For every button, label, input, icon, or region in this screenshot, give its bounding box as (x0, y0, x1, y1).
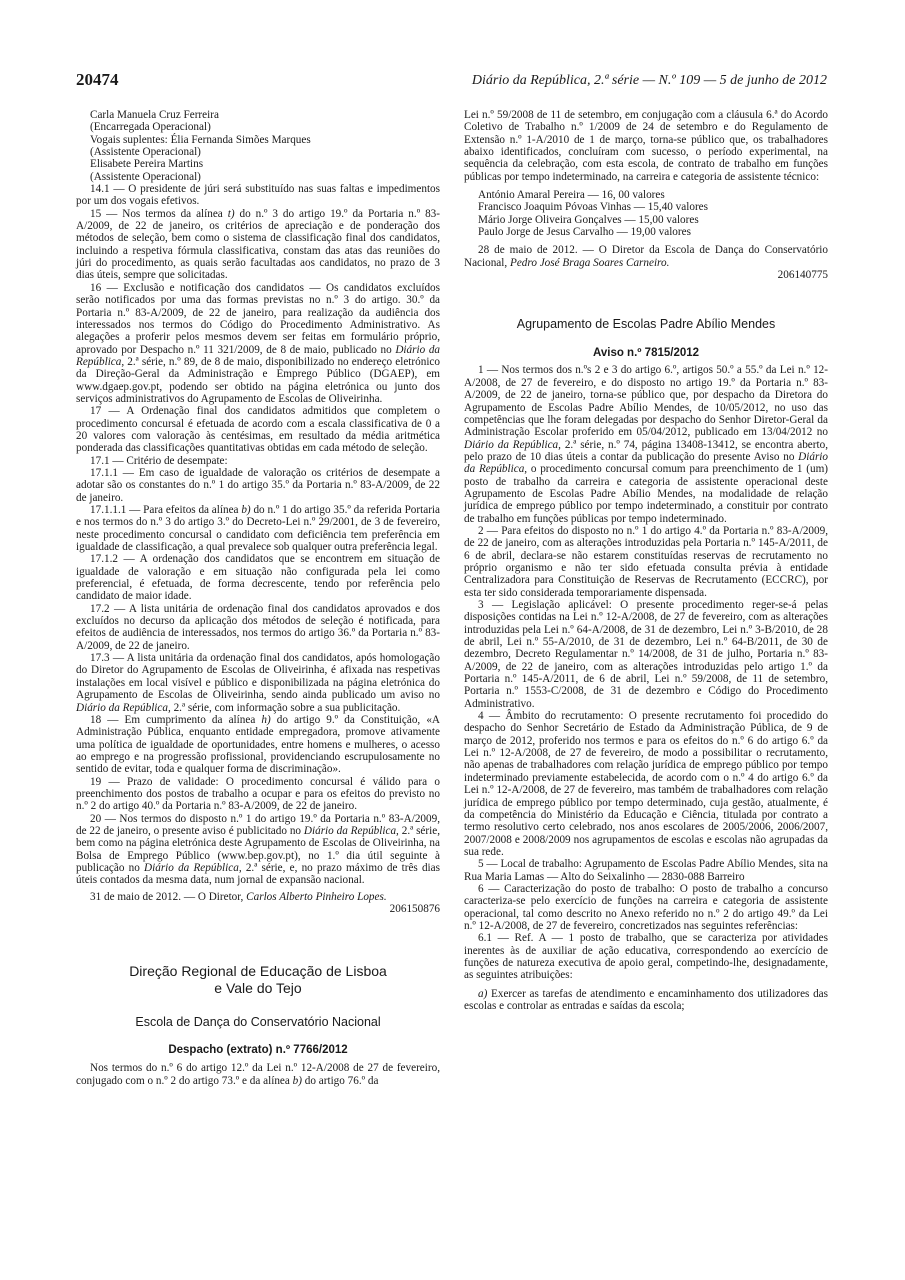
paragraph: 3 — Legislação aplicável: O presente procedimento reger-se-á pelas disposições contidas na Lei n.º 12-A/2008, de 27 de fevereiro, com as alterações introduzidas pela Lei n.º 64-A/2008, de 31 de dezembro, Lei n.º 3-B/2010, de 28 de abril, Lei n.º 55-A/2010, de 31 de dezembro, Lei n.º 64-B/2011, de 30 de dezembro, Decreto Regulamentar n.º 14/2008, de 31 de julho, Portaria n.º 83-A/2009, de 22 de janeiro, com as alterações introduzidas pelo artigo 1.º da Portaria n.º 145-A/2011, de 6 de abril, Lei n.º 59/2008, de 11 de setembro, Portaria n.º 1553-C/2008, de 31 de dezembro e Código do Procedimento Administrativo. (464, 599, 828, 710)
list-item: Mário Jorge Oliveira Gonçalves — 15,00 valores (478, 213, 699, 226)
document-title: Despacho (extrato) n.º 7766/2012 (168, 1044, 348, 1057)
paragraph: 20 — Nos termos do disposto n.º 1 do artigo 19.º da Portaria n.º 83-A/2009, de 22 de janeiro, o presente aviso é publicitado no Diário da República, 2.ª série, bem como na página eletrónica deste Agrupamento de Escolas de Oliveirinha, na Bolsa de Emprego Público (www.bep.gov.pt), no 1.º dia útil seguinte à publicação no Diário da República, 2.ª série, e, no prazo máximo de três dias úteis contados da mesma data, num jornal de expansão nacional. (76, 812, 440, 887)
subsection-heading: Escola de Dança do Conservatório Nacional (135, 1015, 381, 1030)
paragraph: 16 — Exclusão e notificação dos candidatos — Os candidatos excluídos serão notificados por uma das formas previstas no n.º 3 do artigo. 30.º da Portaria n.º 83-A/2009, de 22 de janeiro, para realização da audiência dos interessados nos termos do Código do Procedimento Administrativo. As alegações a proferir pelos mesmos devem ser feitas em formulário próprio, aprovado por Despacho n.º 11 321/2009, de 8 de maio, publicado no Diário da República, 2.ª série, n.º 89, de 8 de maio, disponibilizado no endereço eletrónico da Direção-Geral da Administração e Emprego Público (DGAEP), em www.dgaep.gov.pt, podendo ser obtido na página eletrónica ou junto dos serviços administrativos do Agrupamento de Escolas de Oliveirinha. (76, 281, 441, 405)
jury-role: (Assistente Operacional) (90, 146, 201, 159)
paragraph: 17 — A Ordenação final dos candidatos admitidos que completem o procedimento concursal é efetuada de acordo com a escala classificativa de 0 a 20 valores com valoração às centésimas, em resultado da média aritmética ponderada das classificações quantitativas obtidas em cada método de seleção. (76, 405, 440, 455)
left-column (76, 109, 440, 1087)
jury-member: Carla Manuela Cruz Ferreira (90, 109, 219, 121)
paragraph: 5 — Local de trabalho: Agrupamento de Escolas Padre Abílio Mendes, sita na Rua Maria Lamas — Alto do Seixalinho — 2830-088 Barreiro (464, 858, 828, 883)
jury-member: Vogais suplentes: Élia Fernanda Simões Marques (90, 133, 311, 146)
signature: 31 de maio de 2012. — O Diretor, Carlos Alberto Pinheiro Lopes. (90, 890, 387, 903)
right-column (464, 109, 828, 1012)
paragraph: Lei n.º 59/2008 de 11 de setembro, em conjugação com a cláusula 6.ª do Acordo Coletivo de Trabalho n.º 1/2009 de 24 de setembro e do Regulamento de Extensão n.º 1-A/2010 de 1 de março, torna-se público que, os trabalhadores abaixo identificados, concluíram com sucesso, o período experimental, na sequência da celebração, com esta escola, de contrato de trabalho em funções públicas por tempo indeterminado, na carreira e categoria de assistente técnico: (464, 109, 828, 183)
paragraph: 4 — Âmbito do recrutamento: O presente recrutamento foi procedido do despacho do Senhor Secretário de Estado da Administração Pública, de 9 de março de 2012, proferido nos termos e para os efeitos do n.º 6 do artigo 6.º da Lei n.º 12-A/2008, de 27 de fevereiro, de modo a possibilitar o recrutamento, não apenas de trabalhadores com relação jurídica de emprego público por tempo indeterminado previamente estabelecida, de acordo com o n.º 4 do artigo 6.º da Lei n.º 12-A/2008, de 27 de fevereiro, mas também de trabalhadores com relação jurídica de emprego público por tempo determinado, cuja gestão, atualmente, é da competência do Ministério da Educação e Ciência, titulada por contrato a termo resolutivo certo celebrado, nos anos escolares de 2005/2006, 2006/2007, 2007/2008 e 2008/2009 nos agrupamentos de escolas e escolas não agrupadas da sua rede. (464, 710, 828, 858)
reference-number: 206150876 (389, 903, 440, 915)
paragraph: Nos termos do n.º 6 do artigo 12.º da Lei n.º 12-A/2008 de 27 de fevereiro, conjugado com o n.º 2 do artigo 73.º e da alínea b) do artigo 76.º da (76, 1062, 440, 1087)
jury-member: Elisabete Pereira Martins (90, 158, 204, 171)
paragraph: 6 — Caracterização do posto de trabalho: O posto de trabalho a concurso caracteriza-se pelo exercício de funções na carreira e categoria de assistente operacional, tal como descrito no Anexo referido no n.º 2 do artigo 49.º da Lei n.º 12-A/2008, de 27 de fevereiro, concretizados nas seguintes referências: (464, 882, 828, 932)
list-item: Paulo Jorge de Jesus Carvalho — 19,00 valores (478, 226, 691, 239)
paragraph: 6.1 — Ref. A — 1 posto de trabalho, que se caracteriza por atividades inerentes às de auxiliar de ação educativa, correspondendo ao exercício de funções de natureza executiva de apoio geral, competindo-lhe, designadamente, as seguintes atribuições: (464, 932, 828, 982)
results-list (464, 189, 828, 238)
paragraph: 17.1.1 — Em caso de igualdade de valoração os critérios de desempate a adotar são os constantes do n.º 1 do artigo 35.º da Portaria n.º 83-A/2009, de 22 de janeiro. (76, 466, 440, 504)
page-number: 20474 (76, 70, 119, 89)
list-item: Francisco Joaquim Póvoas Vinhas — 15,40 valores (478, 201, 708, 214)
paragraph: 2 — Para efeitos do disposto no n.º 1 do artigo 4.º da Portaria n.º 83-A/2009, de 22 de janeiro, com as alterações introduzidas pela Portaria n.º 145-A/2011, de 6 de abril, declara-se não estarem constituídas reservas de recrutamento no próprio organismo e não ter sido efetuada consulta prévia à entidade Centralizadora para Constituição de Reservas de Recrutamento (ECCRC), por esta ter sido considerada temporariamente dispensada. (464, 524, 828, 599)
document-title: Aviso n.º 7815/2012 (592, 347, 700, 360)
list-item: a) Exercer as tarefas de atendimento e encaminhamento dos utilizadores das escolas e controlar as entradas e saídas da escola; (464, 987, 828, 1012)
section-heading: Direção Regional de Educação de Lisboa e Vale do Tejo (129, 963, 387, 997)
paragraph: 17.1.2 — A ordenação dos candidatos que se encontrem em situação de igualdade de valoração e em situação não configurada pela lei como preferencial, é efetuada, de forma decrescente, tendo por referência pelo candidato de maior idade. (76, 553, 440, 603)
section-heading: Agrupamento de Escolas Padre Abílio Mendes (516, 317, 776, 332)
list-item: António Amaral Pereira — 16, 00 valores (478, 189, 665, 202)
paragraph: 17.2 — A lista unitária de ordenação final dos candidatos aprovados e dos excluídos no decurso da aplicação dos métodos de seleção é notificada, para efeitos de audiência de interessados, nos termos do artigo 36.º da Portaria n.º 83-A/2009, de 22 de janeiro. (76, 602, 440, 652)
paragraph: 17.1.1.1 — Para efeitos da alínea b) do n.º 1 do artigo 35.º da referida Portaria e nos termos do n.º 3 do artigo 3.º do Decreto-Lei n.º 29/2001, de 3 de fevereiro, neste procedimento concursal o candidato com deficiência tem preferência em igualdade de classificação, a qual prevalece sob qualquer outra preferência legal. (76, 504, 440, 554)
publication-header: Diário da República, 2.ª série — N.º 109 — 5 de junho de 2012 (471, 73, 827, 88)
paragraph: 19 — Prazo de validade: O procedimento concursal é válido para o preenchimento dos postos de trabalho a ocupar e para os efeitos do previsto no n.º 2 do artigo 40.º da Portaria n.º 83-A/2009, de 22 de janeiro. (76, 775, 440, 813)
paragraph: 14.1 — O presidente de júri será substituído nas suas faltas e impedimentos por um dos vogais efetivos. (76, 183, 440, 208)
paragraph: 17.3 — A lista unitária da ordenação final dos candidatos, após homologação do Diretor do Agrupamento de Escolas de Oliveirinha, é afixada nas respetivas instalações em local visível e público e disponibilizada na página eletrónica do Agrupamento de Escolas de Oliveirinha, sendo ainda publicado um aviso no Diário da República, 2.ª série, com informação sobre a sua publicitação. (76, 652, 440, 714)
signature: 28 de maio de 2012. — O Diretor da Escola de Dança do Conservatório Nacional, Pedro José Braga Soares Carneiro. (464, 244, 828, 269)
paragraph: 18 — Em cumprimento da alínea h) do artigo 9.º da Constituição, «A Administração Pública, enquanto entidade empregadora, promove ativamente uma política de igualdade de oportunidades, entre homens e mulheres, o acesso ao emprego e na progressão profissional, providenciando escrupulosamente no sentido de evitar, toda e qualquer forma de discriminação». (76, 713, 440, 776)
jury-role: (Encarregada Operacional) (90, 121, 211, 134)
jury-role: (Assistente Operacional) (90, 170, 201, 183)
paragraph: 15 — Nos termos da alínea t) do n.º 3 do artigo 19.º da Portaria n.º 83-A/2009, de 22 de janeiro, os critérios de apreciação e de ponderação dos métodos de seleção, bem como o sistema de classificação final dos candidatos, incluindo a respetiva fórmula classificativa, constam das atas das reuniões do júri do procedimento, as quais serão facultadas aos candidatos, no prazo de 3 dias úteis, sempre que solicitadas. (76, 207, 441, 282)
paragraph: 1 — Nos termos dos n.ºs 2 e 3 do artigo 6.º, artigos 50.º a 55.º da Lei n.º 12-A/2008, de 27 de fevereiro, e do disposto no artigo 19.º da Portaria n.º 83-A/2009, de 22 de janeiro, torna-se público que, por despacho da Diretora do Agrupamento de Escolas Padre Abílio Mendes, de 10/05/2012, no uso das competências que lhe foram delegadas por despacho do Senhor Diretor-Geral da Administração Escolar proferido em 05/04/2012, publicado em 13/04/2012 no Diário da República, 2.ª série, n.º 74, página 13408-13412, se encontra aberto, pelo prazo de 10 dias úteis a contar da publicação do presente Aviso no Diário da República, o procedimento concursal comum para preenchimento de 1 (um) posto de trabalho da carreira e categoria de assistente operacional deste Agrupamento de Escolas Padre Abílio Mendes, na modalidade de relação jurídica de emprego público por tempo indeterminado, a constituir por contrato de trabalho em funções públicas por tempo indeterminado. (464, 364, 828, 525)
paragraph: 17.1 — Critério de desempate: (90, 454, 228, 467)
reference-number: 206140775 (777, 269, 828, 282)
